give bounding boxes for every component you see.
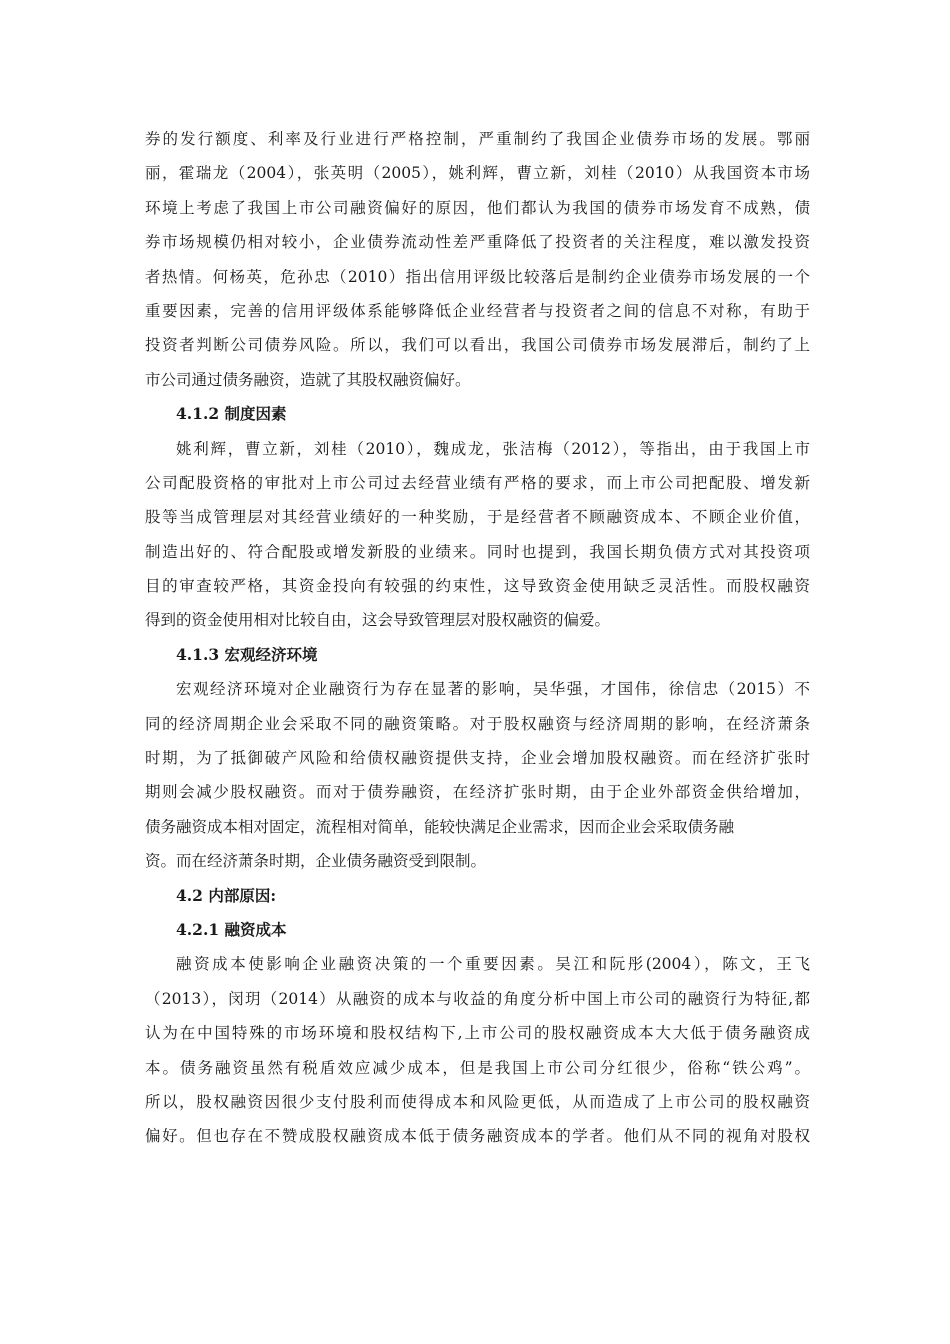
paragraph-macro-environment [145,672,810,878]
text-line: （2013），闵玥（2014）从融资的成本与收益的角度分析中国上市公司的融资行为特征,都 [145,989,810,1008]
text-line: 券市场规模仍相对较小，企业债券流动性差严重降低了投资者的关注程度，难以激发投资 [145,233,810,252]
text-line: 重要因素，完善的信用评级体系能够降低企业经营者与投资者之间的信息不对称，有助于 [145,301,810,320]
document-page [145,122,810,1154]
text-line: 市公司通过债务融资，造就了其股权融资偏好。 [145,370,471,389]
paragraph-financing-cost [145,947,810,1153]
text-line: 投资者判断公司债券风险。所以，我们可以看出，我国公司债券市场发展滞后，制约了上 [145,336,810,355]
text-line: 制造出好的、符合配股或增发新股的业绩来。同时也提到，我国长期负债方式对其投资项 [145,542,810,561]
text-line: 公司配股资格的审批对上市公司过去经营业绩有严格的要求，而上市公司把配股、增发新 [145,473,810,492]
section-heading-4-1-3: 4.1.3 宏观经济环境 [176,644,318,664]
section-heading-4-1-2: 4.1.2 制度因素 [176,404,287,424]
text-line: 目的审查较严格，其资金投向有较强的约束性，这导致资金使用缺乏灵活性。而股权融资 [145,577,810,596]
text-line: 时期，为了抵御破产风险和给债权融资提供支持，企业会增加股权融资。而在经济扩张时 [145,749,810,768]
paragraph-institutional-factors [145,432,810,638]
section-heading-4-2-1: 4.2.1 融资成本 [176,919,287,939]
text-line: 偏好。但也存在不赞成股权融资成本低于债务融资成本的学者。他们从不同的视角对股权 [145,1127,810,1146]
text-line: 本。债务融资虽然有税盾效应减少成本，但是我国上市公司分红很少，俗称“铁公鸡”。 [145,1058,810,1077]
text-line: 股等当成管理层对其经营业绩好的一种奖励，于是经营者不顾融资成本、不顾企业价值， [145,508,810,527]
text-line: 姚利辉，曹立新，刘桂（2010），魏成龙，张洁梅（2012），等指出，由于我国上市 [176,439,810,458]
text-line: 期则会减少股权融资。而对于债券融资，在经济扩张时期，由于企业外部资金供给增加， [145,783,810,802]
text-line: 丽，霍瑞龙（2004），张英明（2005），姚利辉，曹立新，刘桂（2010）从我国资本市场 [145,164,810,183]
paragraph-debt-market [145,122,810,397]
text-line: 所以，股权融资因很少支付股利而使得成本和风险更低，从而造成了上市公司的股权融资 [145,1092,810,1111]
text-line: 债务融资成本相对固定，流程相对简单，能较快满足企业需求，因而企业会采取债务融 [145,817,735,836]
text-line: 券的发行额度、利率及行业进行严格控制，严重制约了我国企业债券市场的发展。鄂丽 [145,130,810,148]
text-line: 得到的资金使用相对比较自由，这会导致管理层对股权融资的偏爱。 [145,611,611,630]
text-line: 者热情。何杨英，危孙忠（2010）指出信用评级比较落后是制约企业债券市场发展的一个 [145,267,810,286]
text-line: 同的经济周期企业会采取不同的融资策略。对于股权融资与经济周期的影响，在经济萧条 [145,714,810,733]
text-line: 环境上考虑了我国上市公司融资偏好的原因，他们都认为我国的债券市场发育不成熟，债 [145,198,810,217]
section-heading-4-2: 4.2 内部原因: [176,885,277,905]
text-line: 认为在中国特殊的市场环境和股权结构下,上市公司的股权融资成本大大低于债务融资成 [145,1024,810,1043]
text-line: 融资成本使影响企业融资决策的一个重要因素。吴江和阮彤(2004），陈文，王飞 [176,955,810,974]
text-line: 资。而在经济萧条时期，企业债务融资受到限制。 [145,852,487,871]
text-line: 宏观经济环境对企业融资行为存在显著的影响，吴华强，才国伟，徐信忠（2015）不 [176,680,810,699]
